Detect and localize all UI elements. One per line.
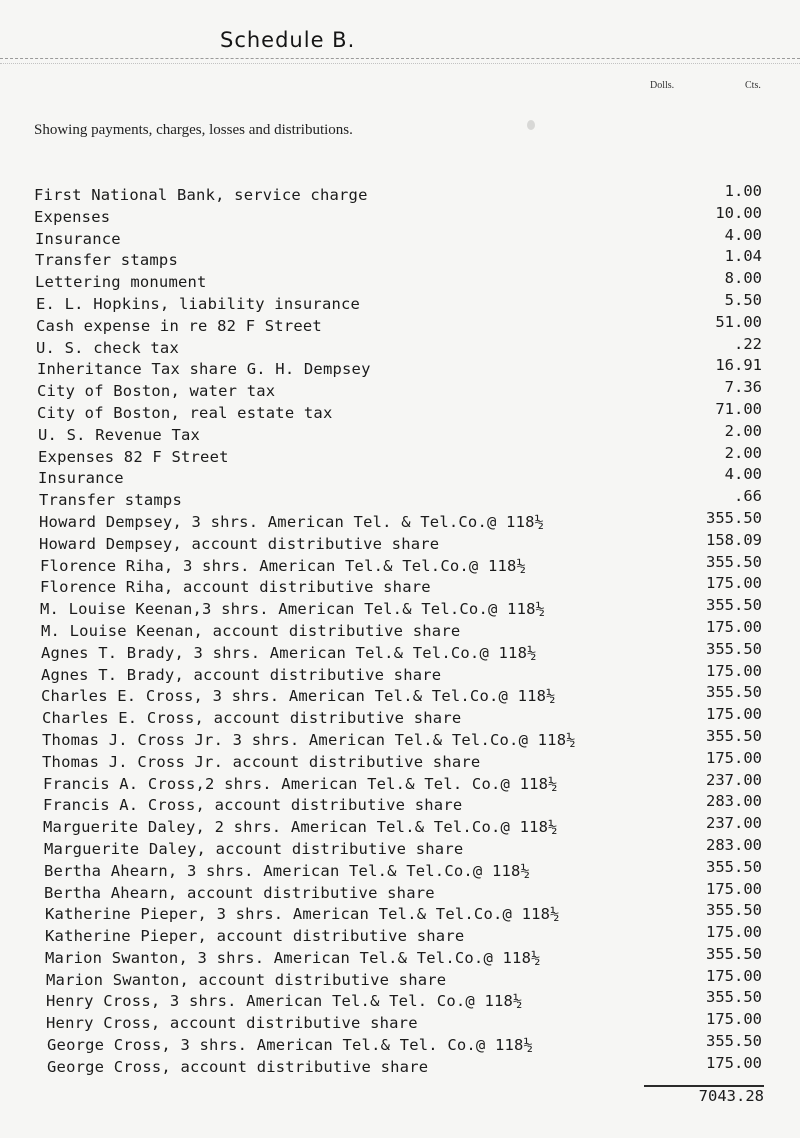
entry-amount: 355.50	[706, 901, 762, 920]
entry-amount: 237.00	[706, 814, 762, 833]
entry-description: Bertha Ahearn, account distributive share	[44, 883, 435, 902]
entry-description: U. S. check tax	[36, 338, 179, 357]
entry-amount: 10.00	[715, 203, 762, 222]
ledger-row	[0, 487, 800, 513]
entry-description: Florence Riha, 3 shrs. American Tel.& Tel.Co.@ 118½	[40, 556, 527, 575]
ledger-row	[0, 944, 800, 971]
ledger-row	[0, 443, 800, 470]
entry-amount: 51.00	[715, 312, 762, 331]
entry-description: Marion Swanton, 3 shrs. American Tel.& Tel.Co.@ 118½	[45, 948, 541, 967]
ledger-row	[0, 182, 800, 208]
entry-description: City of Boston, water tax	[37, 382, 276, 401]
ledger-row	[0, 203, 800, 230]
ledger-row	[0, 901, 800, 927]
entry-description: Transfer stamps	[35, 251, 178, 270]
ledger-row	[0, 617, 800, 644]
ledger-row	[0, 334, 800, 361]
entry-description: Charles E. Cross, 3 shrs. American Tel.& Tel.Co.@ 118½	[41, 687, 556, 706]
entry-amount: .66	[734, 487, 762, 506]
ledger-row	[0, 814, 800, 840]
entry-description: Marion Swanton, account distributive share	[46, 970, 447, 989]
entry-description: Francis A. Cross, account distributive share	[43, 796, 463, 815]
ledger-row	[0, 269, 800, 295]
entry-description: M. Louise Keenan, account distributive share	[41, 621, 461, 640]
ledger-row	[0, 705, 800, 731]
entry-description: Insurance	[35, 229, 121, 248]
entry-amount: 8.00	[724, 269, 762, 288]
ledger-row	[0, 465, 800, 491]
entry-amount: 355.50	[706, 639, 762, 658]
ledger-row	[0, 574, 800, 600]
total-amount: 7043.28	[698, 1087, 764, 1105]
entry-description: Expenses 82 F Street	[38, 447, 229, 466]
ledger-row	[0, 857, 800, 884]
entry-description: Expenses	[34, 207, 111, 226]
ledger-row	[0, 792, 800, 818]
entry-amount: 175.00	[706, 574, 762, 593]
entry-description: Charles E. Cross, account distributive share	[42, 709, 462, 728]
ledger-row	[0, 225, 800, 252]
entry-description: E. L. Hopkins, liability insurance	[36, 294, 361, 313]
entry-amount: 7.36	[724, 378, 762, 397]
entry-description: Katherine Pieper, account distributive share	[45, 927, 465, 946]
entry-amount: 5.50	[724, 290, 762, 309]
entry-amount: 175.00	[706, 966, 762, 985]
ledger-row	[0, 639, 800, 666]
paper-speck	[527, 120, 535, 130]
entry-description: Henry Cross, account distributive share	[46, 1014, 418, 1033]
column-header-cents: Cts.	[745, 80, 761, 91]
entry-amount: 355.50	[706, 726, 762, 745]
entry-description: Thomas J. Cross Jr. account distributive share	[42, 752, 481, 771]
entry-description: Marguerite Daley, 2 shrs. American Tel.& Tel.Co.@ 118½	[43, 818, 558, 837]
ledger-row	[0, 726, 800, 753]
entry-amount: 175.00	[706, 705, 762, 724]
entry-amount: 2.00	[724, 421, 762, 440]
entry-description: Transfer stamps	[39, 491, 182, 510]
entries-list	[0, 182, 800, 1080]
entry-amount: 237.00	[706, 770, 762, 789]
entry-description: Katherine Pieper, 3 shrs. American Tel.& Tel.Co.@ 118½	[45, 905, 560, 924]
entry-amount: 1.04	[724, 247, 762, 266]
ledger-row	[0, 247, 800, 273]
entry-amount: 355.50	[706, 552, 762, 571]
entry-description: Agnes T. Brady, 3 shrs. American Tel.& Tel.Co.@ 118½	[41, 643, 537, 662]
entry-description: Lettering monument	[35, 273, 207, 292]
entry-amount: 355.50	[706, 944, 762, 963]
entry-amount: 283.00	[706, 835, 762, 854]
ledger-row	[0, 508, 800, 535]
ledger-row	[0, 835, 800, 862]
ledger-row	[0, 378, 800, 404]
header-divider	[0, 58, 800, 59]
ledger-row	[0, 312, 800, 339]
entry-amount: 175.00	[706, 879, 762, 898]
entry-amount: 175.00	[706, 1053, 762, 1072]
ledger-row	[0, 421, 800, 448]
entry-amount: 355.50	[706, 857, 762, 876]
ledger-row	[0, 661, 800, 688]
entry-amount: 355.50	[706, 1032, 762, 1051]
entry-amount: .22	[734, 334, 762, 353]
ledger-row	[0, 530, 800, 557]
entry-amount: 355.50	[706, 508, 762, 527]
entry-description: City of Boston, real estate tax	[37, 403, 333, 422]
schedule-subtitle: Showing payments, charges, losses and distributions.	[34, 122, 353, 138]
entry-description: Bertha Ahearn, 3 shrs. American Tel.& Tel.Co.@ 118½	[44, 861, 531, 880]
ledger-row	[0, 1053, 800, 1080]
entry-amount: 283.00	[706, 792, 762, 811]
entry-description: George Cross, 3 shrs. American Tel.& Tel. Co.@ 118½	[47, 1036, 534, 1055]
entry-description: Cash expense in re 82 F Street	[36, 316, 322, 335]
ledger-row	[0, 596, 800, 622]
entry-description: First National Bank, service charge	[34, 186, 368, 204]
ledger-row	[0, 748, 800, 775]
ledger-row	[0, 966, 800, 993]
entry-amount: 4.00	[724, 465, 762, 484]
entry-amount: 175.00	[706, 617, 762, 636]
entry-amount: 175.00	[706, 661, 762, 680]
ledger-row	[0, 879, 800, 906]
entry-amount: 1.00	[724, 182, 762, 200]
ledger-row	[0, 290, 800, 317]
entry-description: Marguerite Daley, account distributive share	[44, 839, 464, 858]
ledger-row	[0, 1010, 800, 1036]
entry-amount: 4.00	[724, 225, 762, 244]
entry-description: M. Louise Keenan,3 shrs. American Tel.& Tel.Co.@ 118½	[40, 600, 546, 619]
entry-amount: 355.50	[706, 596, 762, 615]
header-divider-secondary	[0, 63, 800, 64]
ledger-row	[0, 399, 800, 426]
entry-amount: 355.50	[706, 988, 762, 1007]
ledger-row	[0, 923, 800, 949]
entry-description: Florence Riha, account distributive share	[40, 578, 431, 597]
entry-description: Inheritance Tax share G. H. Dempsey	[37, 360, 371, 379]
column-header-dollars: Dolls.	[650, 80, 675, 91]
entry-amount: 158.09	[706, 530, 762, 549]
ledger-row	[0, 770, 800, 797]
entry-description: Henry Cross, 3 shrs. American Tel.& Tel. Co.@ 118½	[46, 992, 523, 1011]
entry-description: Francis A. Cross,2 shrs. American Tel.& Tel. Co.@ 118½	[43, 774, 558, 793]
ledger-row	[0, 683, 800, 709]
entry-amount: 175.00	[706, 923, 762, 942]
entry-amount: 2.00	[724, 443, 762, 462]
entry-amount: 355.50	[706, 683, 762, 702]
ledger-row	[0, 356, 800, 382]
entry-description: Insurance	[38, 469, 124, 488]
entry-description: Howard Dempsey, 3 shrs. American Tel. & Tel.Co.@ 118½	[39, 512, 545, 531]
entry-description: Agnes T. Brady, account distributive share	[41, 665, 442, 684]
ledger-row	[0, 1032, 800, 1058]
entry-amount: 175.00	[706, 1010, 762, 1029]
entry-description: Howard Dempsey, account distributive share	[39, 534, 440, 553]
entry-amount: 16.91	[715, 356, 762, 375]
ledger-row	[0, 552, 800, 579]
entry-description: George Cross, account distributive share	[47, 1057, 429, 1076]
entry-description: U. S. Revenue Tax	[38, 425, 201, 444]
page-title: Schedule B.	[220, 28, 356, 52]
entry-amount: 71.00	[715, 399, 762, 418]
ledger-row	[0, 988, 800, 1014]
entry-amount: 175.00	[706, 748, 762, 767]
entry-description: Thomas J. Cross Jr. 3 shrs. American Tel.& Tel.Co.@ 118½	[42, 730, 576, 749]
